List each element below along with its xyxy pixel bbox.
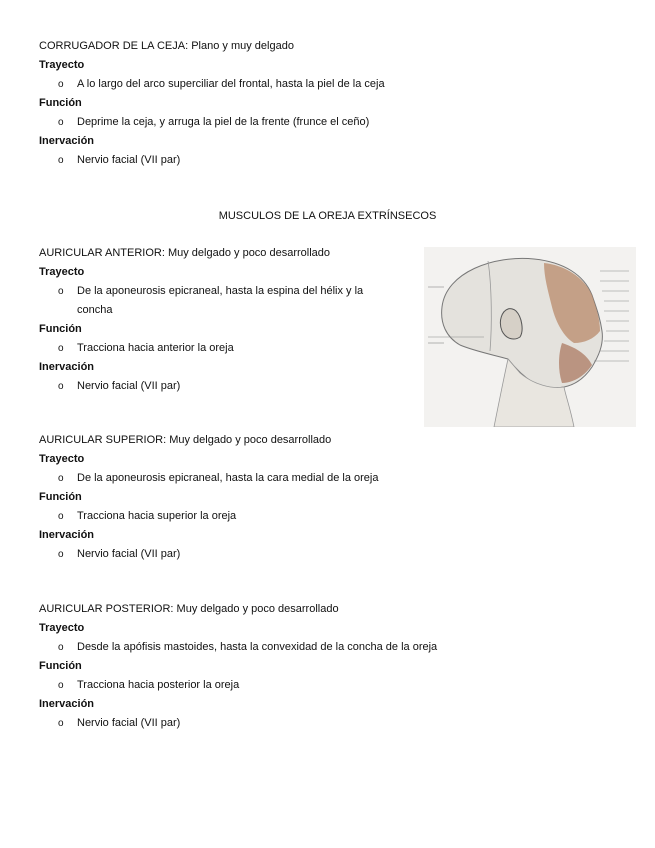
trayecto-item: o A lo largo del arco superciliar del frontal, hasta la piel de la ceja xyxy=(39,75,639,94)
muscle-name: AURICULAR ANTERIOR xyxy=(39,247,162,259)
trayecto-label: Trayecto xyxy=(39,266,85,278)
muscle-name: CORRUGADOR DE LA CEJA xyxy=(39,40,186,52)
funcion-item: o Tracciona hacia posterior la oreja xyxy=(39,676,639,695)
trayecto-item: o De la aponeurosis epicraneal, hasta la espina del hélix y la concha xyxy=(39,282,387,320)
inervacion-label: Inervación xyxy=(39,698,95,710)
inervacion-item: o Nervio facial (VII par) xyxy=(39,377,639,396)
muscle-section-auricular-superior xyxy=(39,431,639,564)
funcion-item: o Deprime la ceja, y arruga la piel de la frente (frunce el ceño) xyxy=(39,113,639,132)
muscle-title-line xyxy=(39,431,639,450)
inervacion-label: Inervación xyxy=(39,361,95,373)
muscle-name: AURICULAR SUPERIOR xyxy=(39,434,164,446)
trayecto-item: o Desde la apófisis mastoides, hasta la convexidad de la concha de la oreja xyxy=(39,638,639,657)
trayecto-label: Trayecto xyxy=(39,59,85,71)
muscle-description: : Plano y muy delgado xyxy=(185,40,294,52)
funcion-item: o Tracciona hacia anterior la oreja xyxy=(39,339,639,358)
trayecto-label: Trayecto xyxy=(39,622,85,634)
inervacion-item: o Nervio facial (VII par) xyxy=(39,714,639,733)
funcion-label: Función xyxy=(39,97,82,109)
inervacion-item: o Nervio facial (VII par) xyxy=(39,151,639,170)
muscle-description: : Muy delgado y poco desarrollado xyxy=(170,603,339,615)
trayecto-item: o De la aponeurosis epicraneal, hasta la cara medial de la oreja xyxy=(39,469,639,488)
muscle-title-line xyxy=(39,600,639,619)
section-heading: MUSCULOS DE LA OREJA EXTRÍNSECOS xyxy=(218,210,437,222)
trayecto-label: Trayecto xyxy=(39,453,85,465)
funcion-item: o Tracciona hacia superior la oreja xyxy=(39,507,639,526)
muscle-description: : Muy delgado y poco desarrollado xyxy=(163,434,332,446)
funcion-label: Función xyxy=(39,323,82,335)
muscle-name: AURICULAR POSTERIOR xyxy=(39,603,171,615)
funcion-label: Función xyxy=(39,660,82,672)
head-anatomy-illustration-icon xyxy=(424,247,636,427)
muscle-section-auricular-posterior xyxy=(39,600,639,733)
funcion-label: Función xyxy=(39,491,82,503)
muscle-section-corrugador xyxy=(39,37,639,170)
inervacion-label: Inervación xyxy=(39,135,95,147)
inervacion-item: o Nervio facial (VII par) xyxy=(39,545,639,564)
muscle-title-line xyxy=(39,37,639,56)
muscle-description: : Muy delgado y poco desarrollado xyxy=(161,247,331,259)
inervacion-label: Inervación xyxy=(39,529,95,541)
